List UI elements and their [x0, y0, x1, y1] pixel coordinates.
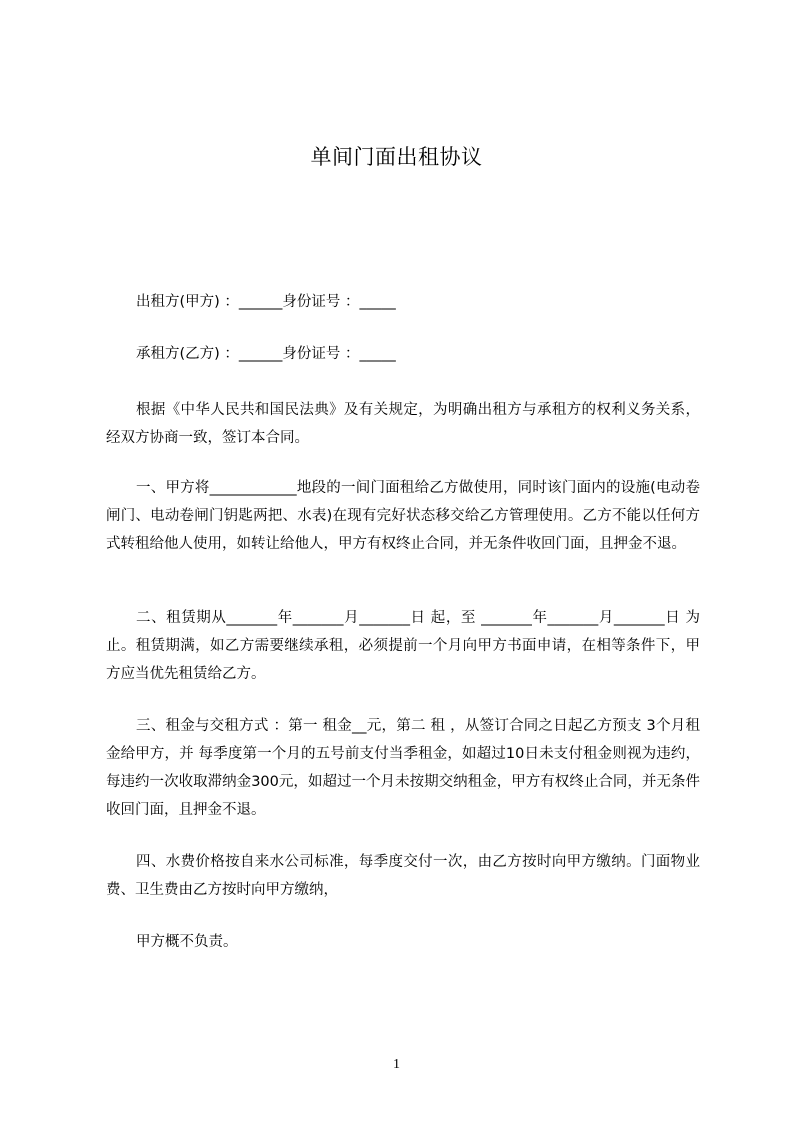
page-number: 1: [393, 1057, 400, 1072]
clause-3-paragraph: 三、租金与交租方式 ：第一 租金__元，第二 租 ，从签订合同之日起乙方预支 3个月租金给甲方，并 每季度第一个月的五号前支付当季租金，如超过10日未支付租金则视为违约，每违约一次收取滞纳金300元，如超过一个月未按期交纳租金，甲方有权终止合同，并无条件收回门面，且押金不退。: [106, 718, 700, 818]
clause-1-paragraph: 一、甲方将____________地段的一间门面租给乙方做使用，同时该门面内的设施(电动卷闸门、电动卷闸门钥匙两把、水表)在现有完好状态移交给乙方管理使用。乙方不能以任何方式转租给他人使用，如转让给他人，甲方有权终止合同，并无条件收回门面，且押金不退。: [106, 480, 700, 552]
preamble-paragraph: 根据《中华人民共和国民法典》及有关规定，为明确出租方与承租方的权利义务关系，经双方协商一致，签订本合同。: [106, 402, 700, 446]
clause-4-paragraph: 四、水费价格按自来水公司标准，每季度交付一次，由乙方按时向甲方缴纳。门面物业费、卫生费由乙方按时向甲方缴纳，: [106, 854, 700, 898]
clause-2-paragraph: 二、租赁期从_______年_______月_______日 起，至 _______年_______月_______日 为止。租赁期满，如乙方需要继续承租，必须提前一个月向甲方书面申请，在相等条件下，甲方应当优先租赁给乙方。: [106, 610, 700, 682]
document-title: 单间门面出租协议: [310, 145, 483, 169]
lessor-line: 出租方(甲方) ：______身份证号 ：_____: [136, 294, 396, 310]
disclaimer-line: 甲方概不负责。: [136, 934, 238, 950]
lessee-line: 承租方(乙方) ：______身份证号 ：_____: [136, 346, 396, 362]
